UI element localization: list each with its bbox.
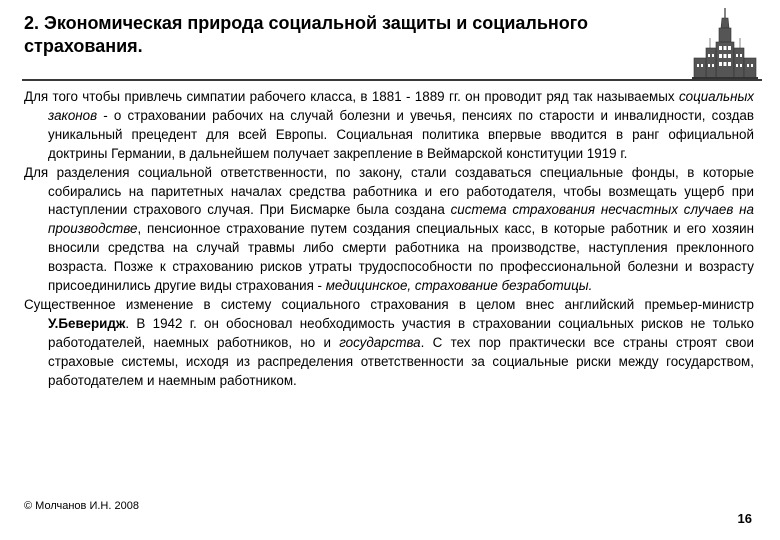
text-run: - о страховании рабочих на случай болезни и увечья, пенсиях по старости и инвалидности, создав уникальный прецедент для всей Европы. Социальная политика впервые вводится в ранг официальной доктрины Германии, в дальнейшем получает закрепление в Веймарской конституции 1919 г. xyxy=(48,107,754,161)
text-run: . В 1942 г. он обосновал необходимость участия в страховании социальных рисков не только работодателей, наемных работников, но и xyxy=(48,315,754,350)
slide-title: 2. Экономическая природа социальной защиты и социального страхования. xyxy=(24,13,589,56)
text-run: Для разделения социальной ответственности, по закону, стали создаваться специальные фонды, в которые собирались на паритетных началах средства работника и его работодателя, чтобы возмещать ущерб при наступлении страхового случая. При Бисмарке была создана xyxy=(24,164,754,218)
emphasis-text: система страхования несчастных случаев на производстве xyxy=(48,202,754,237)
slide-body xyxy=(24,88,754,391)
emphasis-text: государства xyxy=(339,334,421,350)
text-run: . С тех пор практически все страны строят свои страховые системы, исходя из распределения ответственности за социальные риски между государством, работодателем и наемным работником. xyxy=(48,334,754,388)
text-run: Существенное изменение в систему социального страхования в целом внес английский премьер-министр xyxy=(24,296,754,312)
copyright-footer: © Молчанов И.Н. 2008 xyxy=(24,500,139,512)
title-divider xyxy=(22,79,762,81)
bold-text: У.Беверидж xyxy=(48,315,126,331)
paragraph xyxy=(24,296,754,391)
text-run: Для того чтобы привлечь симпатии рабочего класса, в 1881 - 1889 гг. он проводит ряд так называемых xyxy=(24,89,679,104)
paragraph xyxy=(24,164,754,296)
emphasis-text: социальных законов xyxy=(48,89,754,123)
text-run: , пенсионное страхование путем создания специальных касс, в которые работник и его хозяин вносили средства на случай травмы либо смерти работника на производстве, наступления преклонного возраста. Позже к страхованию рисков утраты трудоспособности по профессиональной болезни и возрасту присоединились другие виды страхования - xyxy=(48,221,754,294)
emphasis-text: медицинское, страхование безработицы. xyxy=(325,278,593,294)
paragraph xyxy=(24,88,754,164)
university-building-icon xyxy=(692,8,758,80)
page-number: 16 xyxy=(737,511,752,526)
